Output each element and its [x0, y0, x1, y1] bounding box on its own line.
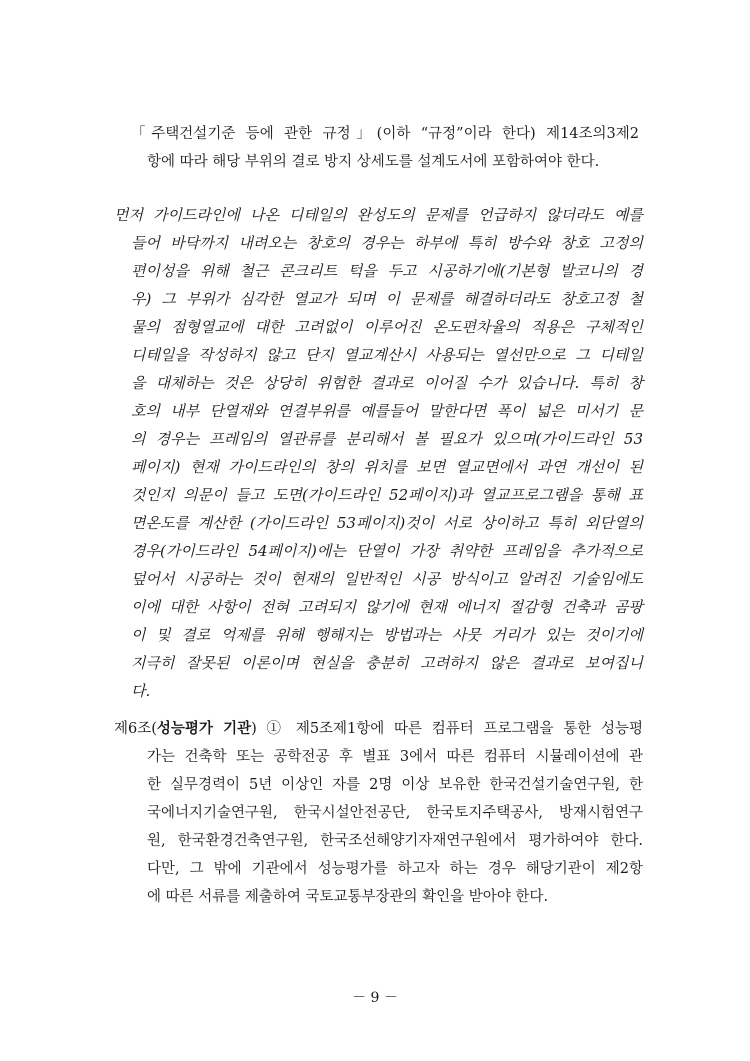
article-title: 성능평가 기관 [156, 720, 252, 737]
text-line: 국에너지기술연구원, 한국시설안전공단, 한국토지주택공사, 방재시험연구 [147, 805, 643, 821]
text-line: 들어 바닥까지 내려오는 창호의 경우는 하부에 특히 방수와 창호 고정의 [131, 234, 643, 252]
text-line: 지극히 잘못된 이론이며 현실을 충분히 고려하지 않은 결과로 보여집니 [131, 654, 643, 672]
text-line: 먼저 가이드라인에 나온 디테일의 완성도의 문제를 언급하지 않더라도 예를 [114, 206, 643, 224]
text-line: 디테일을 작성하지 않고 단지 열교계산시 사용되는 열선만으로 그 디테일 [131, 346, 643, 364]
text-line: 의 경우는 프레임의 열관류를 분리해서 볼 필요가 있으며(가이드라인 53 [131, 430, 643, 448]
text-line: 우) 그 부위가 심각한 열교가 되며 이 문제를 해결하더라도 창호고정 철 [131, 290, 643, 308]
text-line: 페이지) 현재 가이드라인의 창의 위치를 보면 열교면에서 과연 개선이 된 [131, 458, 643, 476]
page-number: － 9 － [352, 990, 398, 1006]
text-line: 경우(가이드라인 54페이지)에는 단열이 가장 취약한 프레임을 추가적으로 [131, 542, 643, 560]
text-line: 이에 대한 사항이 전혀 고려되지 않기에 현재 에너지 절감형 건축과 곰팡 [131, 598, 643, 616]
text-line: 물의 점형열교에 대한 고려없이 이루어진 온도편차율의 적용은 구체적인 [131, 318, 643, 336]
text-line: 것인지 의문이 들고 도면(가이드라인 52페이지)과 열교프로그램을 통해 표 [131, 486, 643, 504]
article-first-line-text: ① 제5조제1항에 따른 컴퓨터 프로그램을 통한 성능평 [256, 721, 643, 737]
text-line: 편이성을 위해 철근 콘크리트 턱을 두고 시공하기에(기본형 발코니의 경 [131, 262, 643, 280]
text-line: 이 및 결로 억제를 위해 행해지는 방법과는 사뭇 거리가 있는 것이기에 [131, 626, 643, 644]
text-line: 다만, 그 밖에 기관에서 성능평가를 하고자 하는 경우 해당기관이 제2항 [147, 861, 643, 877]
article-close: ) [251, 721, 257, 737]
text-line: 면온도를 계산한 (가이드라인 53페이지)것이 서로 상이하고 특히 외단열의 [131, 514, 643, 532]
text-line: 한 실무경력이 5년 이상인 자를 2명 이상 보유한 한국건설기술연구원, 한 [147, 777, 643, 793]
text-line: 항에 따라 해당 부위의 결로 방지 상세도를 설계도서에 포함하여야 한다. [147, 154, 600, 170]
article-number: 제6조( [114, 721, 157, 737]
text-line: 호의 내부 단열재와 연결부위를 예를들어 말한다면 폭이 넓은 미서기 문 [131, 402, 643, 420]
text-line: 다. [131, 682, 151, 700]
text-line: 원, 한국환경건축연구원, 한국조선해양기자재연구원에서 평가하여야 한다. [147, 833, 643, 849]
text-line: 을 대체하는 것은 상당히 위험한 결과로 이어질 수가 있습니다. 특히 창 [131, 374, 643, 392]
article-heading-line [114, 719, 643, 739]
text-line: 가는 건축학 또는 공학전공 후 별표 3에서 따른 컴퓨터 시뮬레이션에 관 [147, 749, 643, 765]
text-line: 에 따른 서류를 제출하여 국토교통부장관의 확인을 받아야 한다. [147, 889, 549, 905]
text-line: 덮어서 시공하는 것이 현재의 일반적인 시공 방식이고 알려진 기술임에도 [131, 570, 643, 588]
text-line: 「주택건설기준 등에 관한 규정」(이하 “규정”이라 한다) 제14조의3제2 [131, 126, 639, 142]
